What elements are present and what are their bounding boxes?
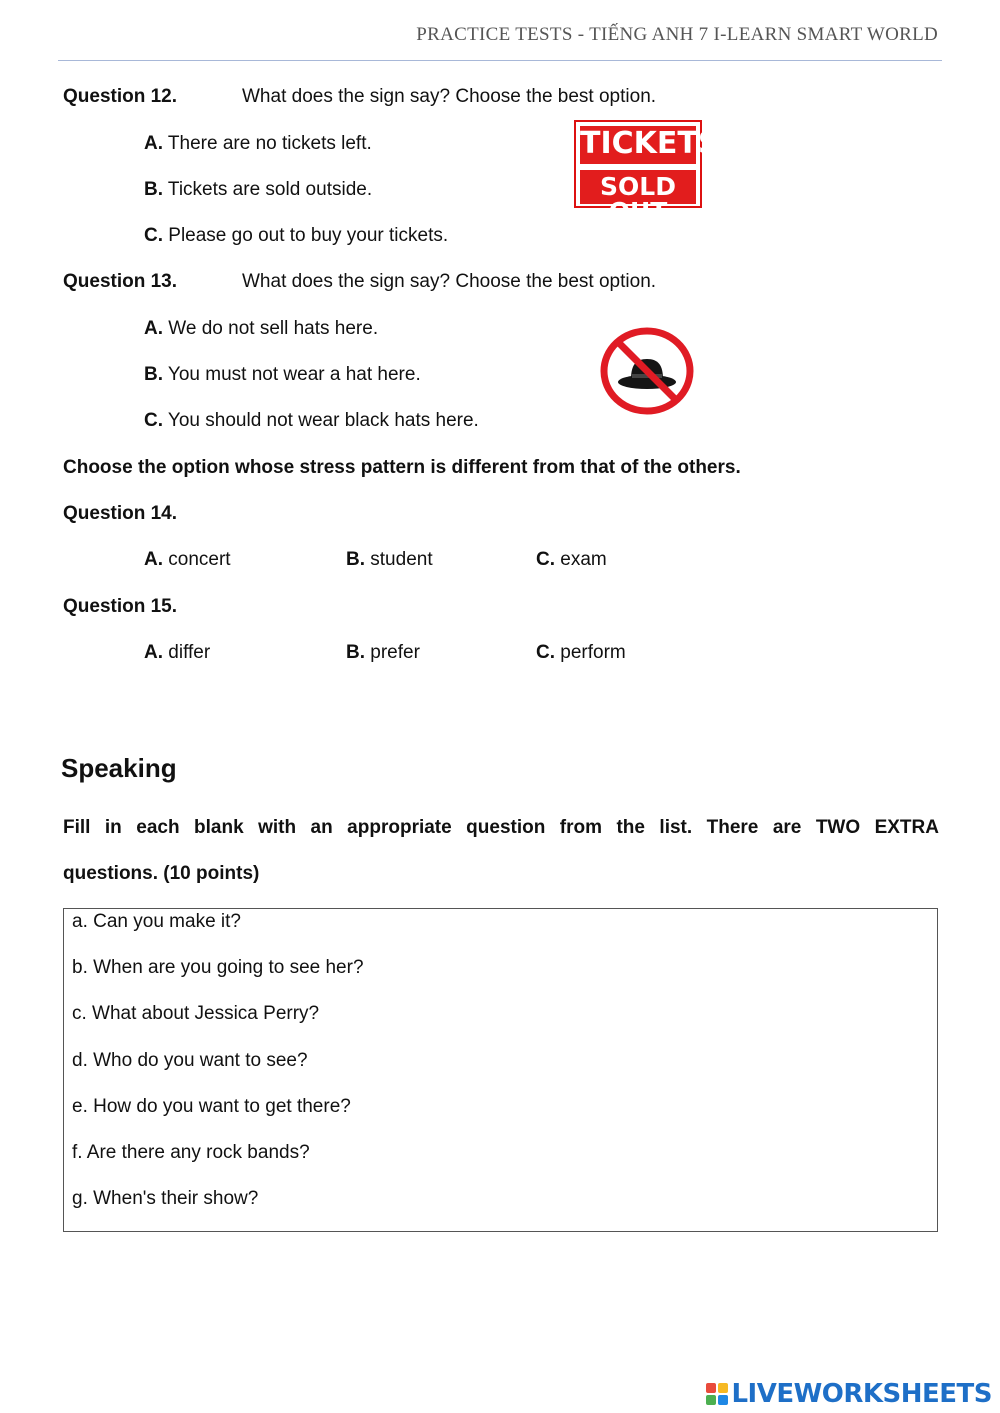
question-15-label: Question 15. bbox=[63, 596, 178, 617]
q13-option-a[interactable] bbox=[144, 318, 378, 340]
no-hats-sign-icon bbox=[598, 325, 696, 417]
question-12-text: What does the sign say? Choose the best option. bbox=[242, 86, 657, 107]
logo-tile bbox=[706, 1395, 716, 1405]
q12-option-b[interactable] bbox=[144, 179, 372, 201]
logo-tile bbox=[718, 1383, 728, 1393]
option-text: Please go out to buy your tickets. bbox=[163, 225, 449, 246]
option-text: student bbox=[365, 549, 433, 570]
header-title: PRACTICE TESTS - TIẾNG ANH 7 I-LEARN SMART WORLD bbox=[416, 24, 938, 45]
option-text: You must not wear a hat here. bbox=[163, 364, 421, 385]
logo-tile bbox=[718, 1395, 728, 1405]
question-list-box bbox=[63, 908, 938, 1232]
q15-option-c[interactable] bbox=[536, 642, 626, 664]
option-letter: C. bbox=[144, 225, 163, 246]
option-text: perform bbox=[555, 642, 626, 663]
q14-option-b[interactable] bbox=[346, 549, 433, 571]
liveworksheets-logo-icon bbox=[706, 1383, 728, 1405]
option-text: You should not wear black hats here. bbox=[163, 410, 479, 431]
q15-option-a[interactable] bbox=[144, 642, 210, 664]
option-letter: B. bbox=[346, 642, 365, 663]
option-letter: B. bbox=[144, 179, 163, 200]
q13-option-c[interactable] bbox=[144, 410, 479, 432]
list-item: b. When are you going to see her? bbox=[72, 957, 364, 978]
option-letter: C. bbox=[144, 410, 163, 431]
option-text: There are no tickets left. bbox=[163, 133, 372, 154]
question-14-label: Question 14. bbox=[63, 503, 178, 524]
header-divider bbox=[58, 60, 942, 61]
list-item: c. What about Jessica Perry? bbox=[72, 1003, 320, 1024]
list-item: d. Who do you want to see? bbox=[72, 1050, 308, 1071]
list-item: e. How do you want to get there? bbox=[72, 1096, 351, 1117]
q14-option-c[interactable] bbox=[536, 549, 607, 571]
option-letter: A. bbox=[144, 549, 163, 570]
option-text: Tickets are sold outside. bbox=[163, 179, 373, 200]
list-item: g. When's their show? bbox=[72, 1188, 259, 1209]
option-text: differ bbox=[163, 642, 211, 663]
option-text: prefer bbox=[365, 642, 420, 663]
option-text: concert bbox=[163, 549, 231, 570]
option-letter: B. bbox=[346, 549, 365, 570]
question-12-label: Question 12. bbox=[63, 86, 178, 107]
option-letter: B. bbox=[144, 364, 163, 385]
liveworksheets-brand[interactable] bbox=[706, 1379, 992, 1409]
speaking-instruction-line-1: Fill in each blank with an appropriate question from the list. There are TWO EXTRA bbox=[63, 817, 939, 838]
brand-name: LIVEWORKSHEETS bbox=[731, 1379, 992, 1409]
question-13-text: What does the sign say? Choose the best option. bbox=[242, 271, 657, 292]
logo-tile bbox=[706, 1383, 716, 1393]
q14-option-a[interactable] bbox=[144, 549, 231, 571]
tickets-sold-out-sign bbox=[574, 120, 720, 226]
list-item: f. Are there any rock bands? bbox=[72, 1142, 310, 1163]
question-13-label: Question 13. bbox=[63, 271, 178, 292]
sign-line-sold-out: SOLD OUT bbox=[580, 170, 696, 204]
q15-option-b[interactable] bbox=[346, 642, 420, 664]
q12-option-a[interactable] bbox=[144, 133, 372, 155]
speaking-instruction-line-2: questions. (10 points) bbox=[63, 863, 260, 884]
option-letter: C. bbox=[536, 642, 555, 663]
option-letter: A. bbox=[144, 642, 163, 663]
q13-option-b[interactable] bbox=[144, 364, 421, 386]
option-letter: A. bbox=[144, 133, 163, 154]
option-text: exam bbox=[555, 549, 607, 570]
option-letter: A. bbox=[144, 318, 163, 339]
option-letter: C. bbox=[536, 549, 555, 570]
option-text: We do not sell hats here. bbox=[163, 318, 379, 339]
sign-line-tickets: TICKETS bbox=[580, 126, 696, 164]
list-item: a. Can you make it? bbox=[72, 911, 241, 932]
speaking-heading: Speaking bbox=[61, 753, 177, 783]
stress-instruction: Choose the option whose stress pattern is different from that of the others. bbox=[63, 457, 741, 478]
q12-option-c[interactable] bbox=[144, 225, 448, 247]
